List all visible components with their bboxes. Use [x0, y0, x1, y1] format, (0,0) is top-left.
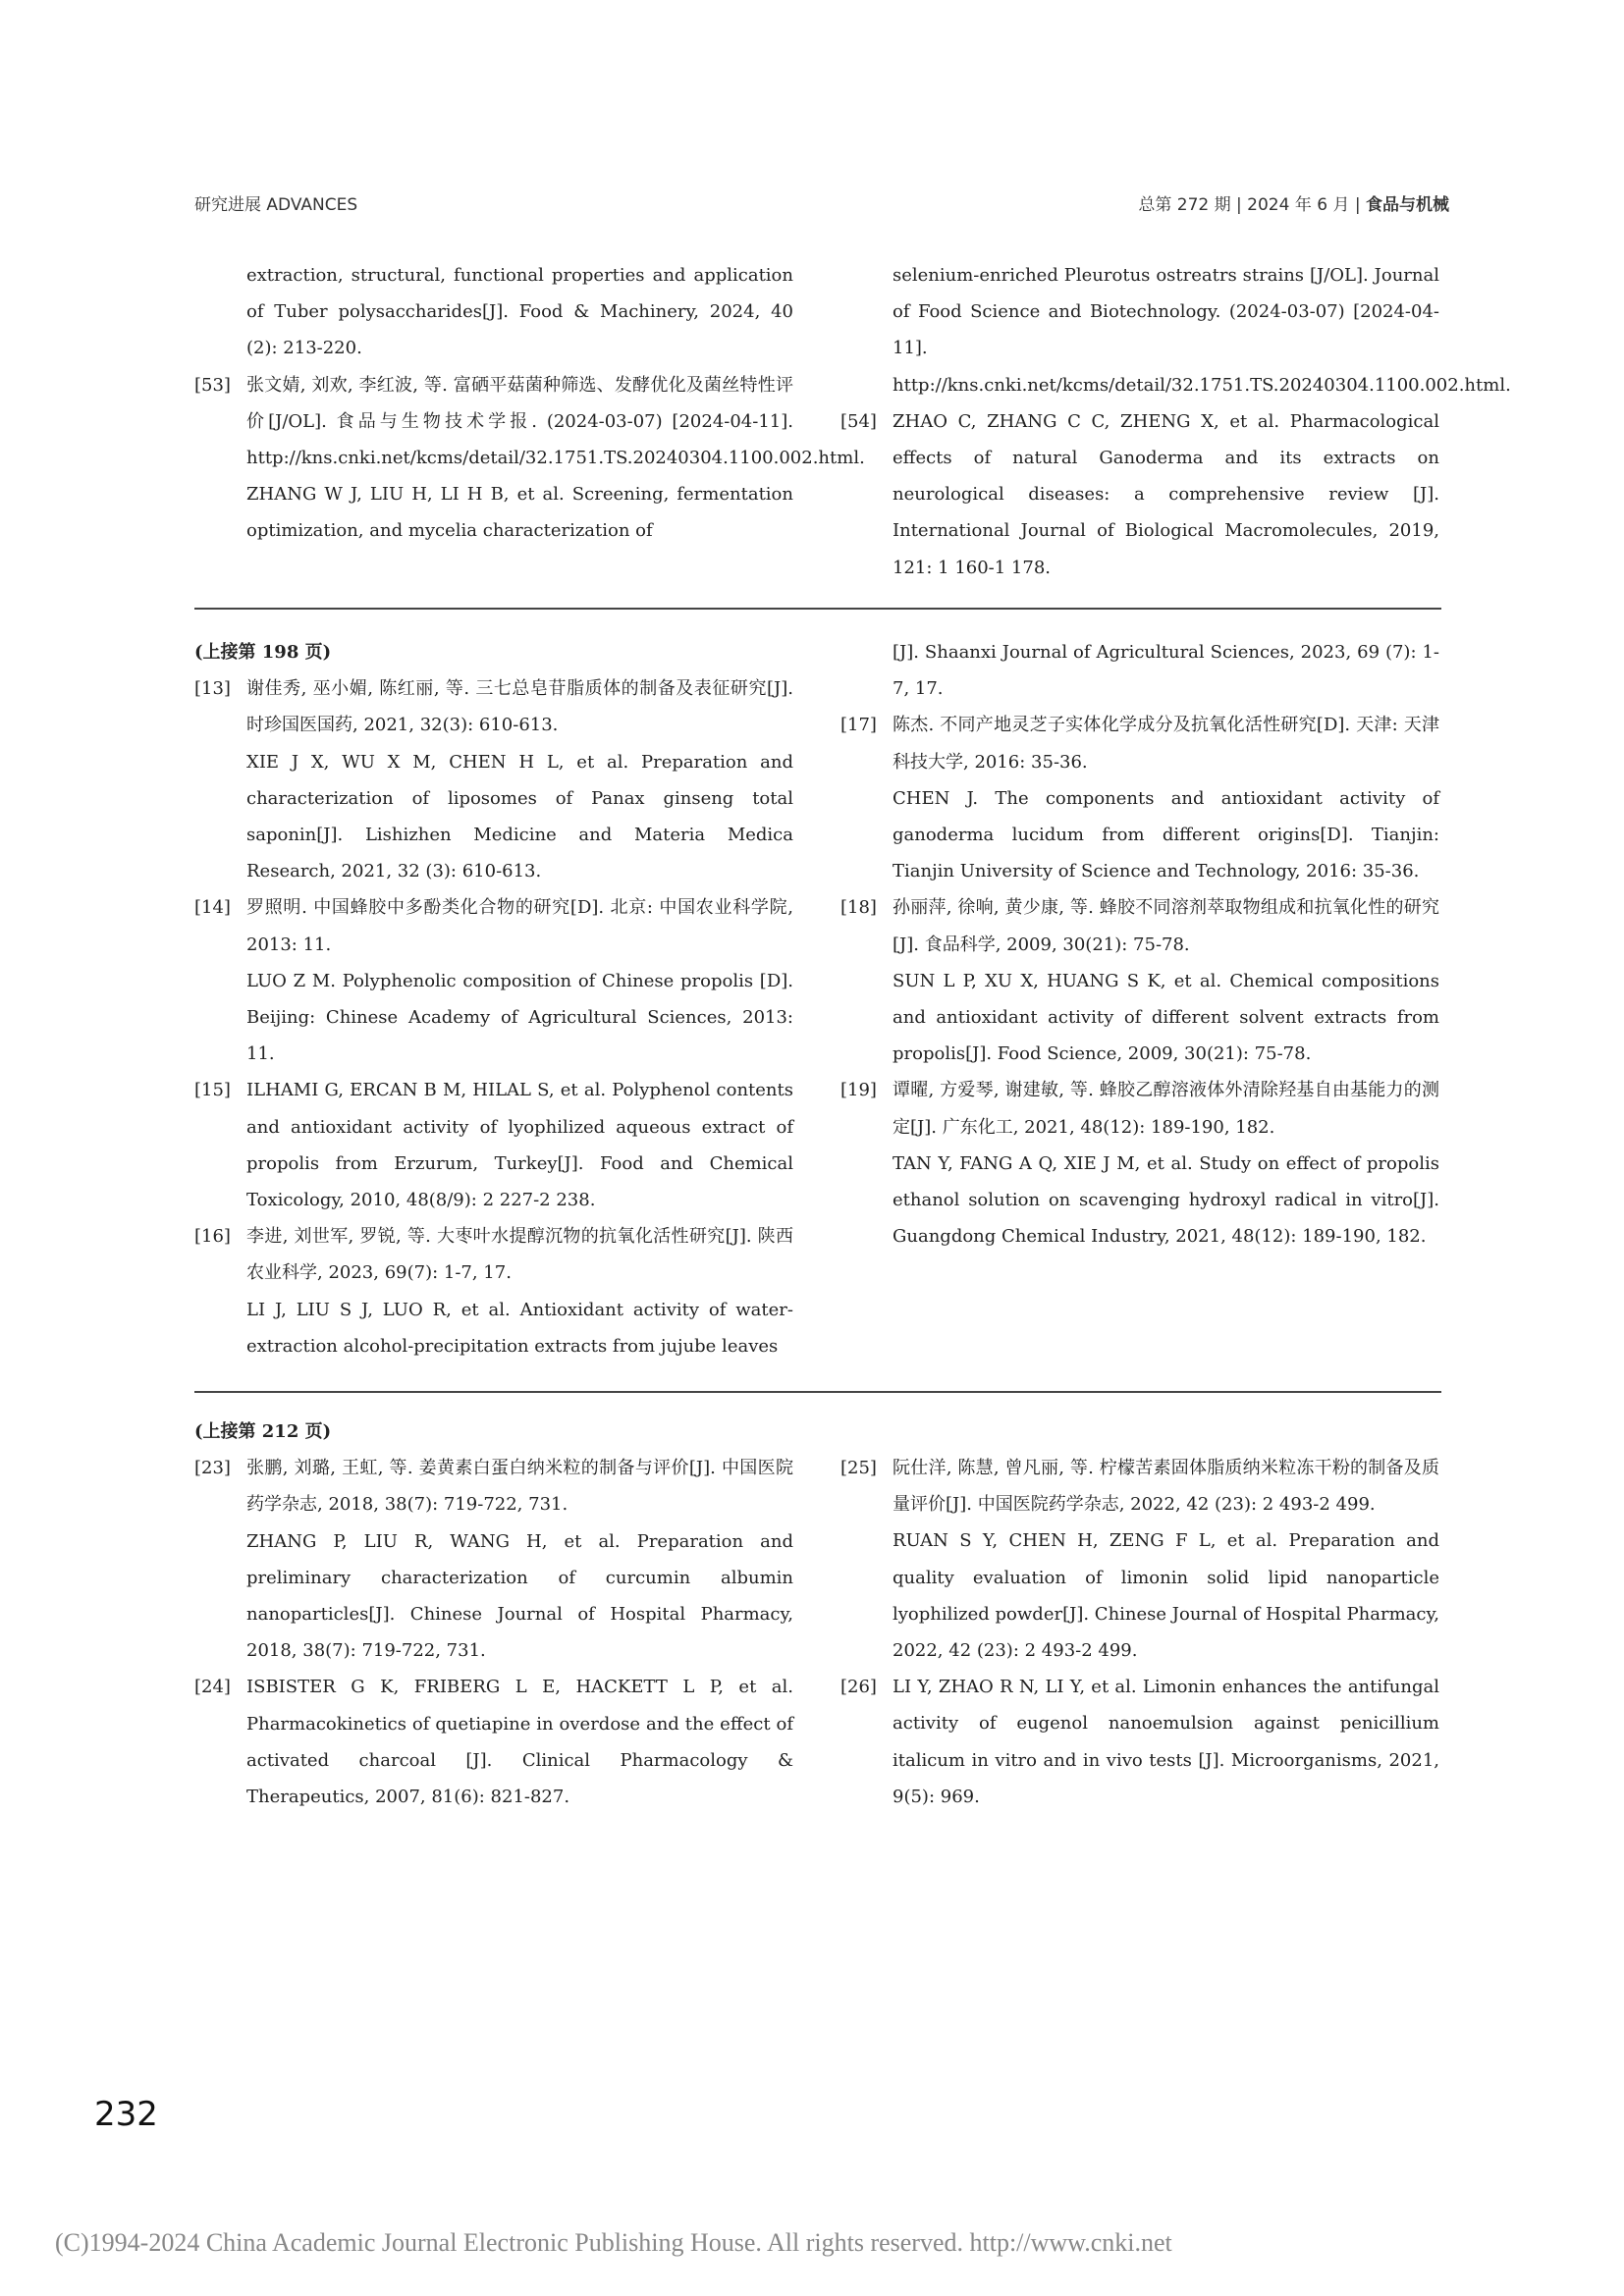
block3-left-column — [194, 1414, 793, 1815]
ref-number: [18] — [840, 897, 877, 919]
ref-chinese: 张鹏, 刘璐, 王虹, 等. 姜黄素白蛋白纳米粒的制备与评价[J]. 中国医院药学杂志, 2018, 38(7): 719-722, 731. — [246, 1458, 793, 1516]
ref-english: XIE J X, WU X M, CHEN H L, et al. Preparation and characterization of liposomes of Panax ginseng total saponin[J]. Lishizhen Medicine and Materia Medica Research, 2021, 32 (3): 610-613. — [246, 751, 793, 882]
ref-english: ZHANG W J, LIU H, LI H B, et al. Screening, fermentation optimization, and mycelia characterization of — [246, 484, 793, 542]
ref-chinese: 罗照明. 中国蜂胶中多酚类化合物的研究[D]. 北京: 中国农业科学院, 2013: 11. — [246, 897, 793, 955]
ref-english: LI Y, ZHAO R N, LI Y, et al. Limonin enhances the antifungal activity of eugenol nanoemulsion against penicillium italicum in vitro and in vivo tests [J]. Microorganisms, 2021, 9(5): 969. — [893, 1677, 1439, 1807]
ref-number: [19] — [840, 1080, 877, 1101]
ref-english: LUO Z M. Polyphenolic composition of Chinese propolis [D]. Beijing: Chinese Academy of Agricultural Sciences, 2013: 11. — [246, 970, 793, 1065]
section-divider — [194, 608, 1441, 610]
header-issue-info: 总第 272 期 | 2024 年 6 月 | — [1138, 195, 1366, 215]
copyright-footer: (C)1994-2024 China Academic Journal Electronic Publishing House. All rights reserved. http://www.cnki.net — [55, 2228, 1172, 2257]
reference-entry — [194, 1072, 793, 1218]
ref-chinese: 李进, 刘世军, 罗锐, 等. 大枣叶水提醇沉物的抗氧化活性研究[J]. 陕西农业科学, 2023, 69(7): 1-7, 17. — [246, 1226, 793, 1284]
section-divider — [194, 1391, 1441, 1393]
ref-number: [16] — [194, 1226, 231, 1248]
ref-chinese: 陈杰. 不同产地灵芝子实体化学成分及抗氧化活性研究[D]. 天津: 天津科技大学, 2016: 35-36. — [893, 715, 1439, 773]
ref-number: [13] — [194, 678, 231, 700]
running-header-journal — [1138, 190, 1449, 215]
ref-english: LI J, LIU S J, LUO R, et al. Antioxidant activity of water-extraction alcohol-precipitation extracts from jujube leaves — [246, 1299, 793, 1357]
reference-entry — [840, 707, 1439, 889]
ref-number: [26] — [840, 1677, 877, 1698]
reference-entry — [840, 1669, 1439, 1815]
reference-entry — [840, 1450, 1439, 1669]
page-number: 232 — [94, 2095, 158, 2134]
ref-chinese: 张文婧, 刘欢, 李红波, 等. 富硒平菇菌种筛选、发酵优化及菌丝特性评价[J/OL]. 食品与生物技术学报. (2024-03-07) [2024-04-11]. http://kns.cnki.net/kcms/detail/32.1751.TS.20240304.1100.002.html. — [246, 374, 865, 469]
ref-number: [17] — [840, 715, 877, 736]
block3-right-column — [840, 1450, 1439, 1815]
continued-from-title: (上接第 212 页) — [194, 1421, 332, 1442]
header-journal-name: 食品与机械 — [1366, 195, 1449, 215]
block1-right-column — [840, 257, 1511, 586]
ref-chinese: 谭曜, 方爱琴, 谢建敏, 等. 蜂胶乙醇溶液体外清除羟基自由基能力的测定[J]. 广东化工, 2021, 48(12): 189-190, 182. — [893, 1080, 1439, 1138]
ref-chinese: 谢佳秀, 巫小媚, 陈红丽, 等. 三七总皂苷脂质体的制备及表征研究[J]. 时珍国医国药, 2021, 32(3): 610-613. — [246, 678, 793, 736]
reference-entry — [840, 889, 1439, 1072]
ref16-continuation: [J]. Shaanxi Journal of Agricultural Sciences, 2023, 69 (7): 1-7, 17. — [893, 642, 1439, 700]
reference-entry — [194, 1669, 793, 1815]
ref53-continuation: selenium-enriched Pleurotus ostreatrs strains [J/OL]. Journal of Food Science and Biotechnology. (2024-03-07) [2024-04-11]. http://kns.cnki.net/kcms/detail/32.1751.TS.20240304.1100.002.html. — [893, 265, 1511, 396]
ref-number: [23] — [194, 1458, 231, 1479]
ref52-continuation: extraction, structural, functional properties and application of Tuber polysaccharides[J]. Food & Machinery, 2024, 40 (2): 213-220. — [246, 265, 793, 359]
continued-from-title: (上接第 198 页) — [194, 642, 332, 663]
ref-number: [25] — [840, 1458, 877, 1478]
ref-english: SUN L P, XU X, HUANG S K, et al. Chemical compositions and antioxidant activity of different solvent extracts from propolis[J]. Food Science, 2009, 30(21): 75-78. — [893, 970, 1439, 1065]
ref-english: ZHANG P, LIU R, WANG H, et al. Preparation and preliminary characterization of curcumin albumin nanoparticles[J]. Chinese Journal of Hospital Pharmacy, 2018, 38(7): 719-722, 731. — [246, 1530, 793, 1662]
block2-right-column — [840, 634, 1439, 1255]
running-header-section: 研究进展 ADVANCES — [194, 195, 358, 215]
reference-entry — [194, 1450, 793, 1669]
ref-english: TAN Y, FANG A Q, XIE J M, et al. Study on effect of propolis ethanol solution on scavenging hydroxyl radical in vitro[J]. Guangdong Chemical Industry, 2021, 48(12): 189-190, 182. — [893, 1152, 1439, 1248]
reference-entry — [194, 889, 793, 1072]
reference-entry — [194, 1218, 793, 1364]
ref-number: [15] — [194, 1080, 231, 1101]
reference-entry — [194, 670, 793, 889]
block2-left-column — [194, 634, 793, 1364]
ref-number: [53] — [194, 374, 231, 396]
ref-chinese: 阮仕洋, 陈慧, 曾凡丽, 等. 柠檬苦素固体脂质纳米粒冻干粉的制备及质量评价[J]. 中国医院药学杂志, 2022, 42 (23): 2 493-2 499. — [893, 1458, 1439, 1516]
ref-number: [54] — [840, 410, 877, 432]
ref-english: CHEN J. The components and antioxidant activity of ganoderma lucidum from different origins[D]. Tianjin: Tianjin University of Science and Technology, 2016: 35-36. — [893, 787, 1439, 882]
ref-number: [24] — [194, 1677, 231, 1698]
reference-entry — [840, 1072, 1439, 1255]
ref-english: RUAN S Y, CHEN H, ZENG F L, et al. Preparation and quality evaluation of limonin solid lipid nanoparticle lyophilized powder[J]. Chinese Journal of Hospital Pharmacy, 2022, 42 (23): 2 493-2 499. — [893, 1530, 1439, 1662]
ref-chinese: 孙丽萍, 徐响, 黄少康, 等. 蜂胶不同溶剂萃取物组成和抗氧化性的研究[J]. 食品科学, 2009, 30(21): 75-78. — [893, 897, 1439, 955]
ref-english: ILHAMI G, ERCAN B M, HILAL S, et al. Polyphenol contents and antioxidant activity of lyophilized aqueous extract of propolis from Erzurum, Turkey[J]. Food and Chemical Toxicology, 2010, 48(8/9): 2 227-2 238. — [246, 1080, 793, 1211]
ref-number: [14] — [194, 897, 231, 919]
ref-english: ZHAO C, ZHANG C C, ZHENG X, et al. Pharmacological effects of natural Ganoderma and its extracts on neurological diseases: a comprehensive review [J]. International Journal of Biological Macromolecules, 2019, 121: 1 160-1 178. — [893, 410, 1439, 578]
reference-54 — [840, 403, 1439, 586]
ref-english: ISBISTER G K, FRIBERG L E, HACKETT L P, et al. Pharmacokinetics of quetiapine in overdose and the effect of activated charcoal [J]. Clinical Pharmacology & Therapeutics, 2007, 81(6): 821-827. — [246, 1677, 793, 1808]
